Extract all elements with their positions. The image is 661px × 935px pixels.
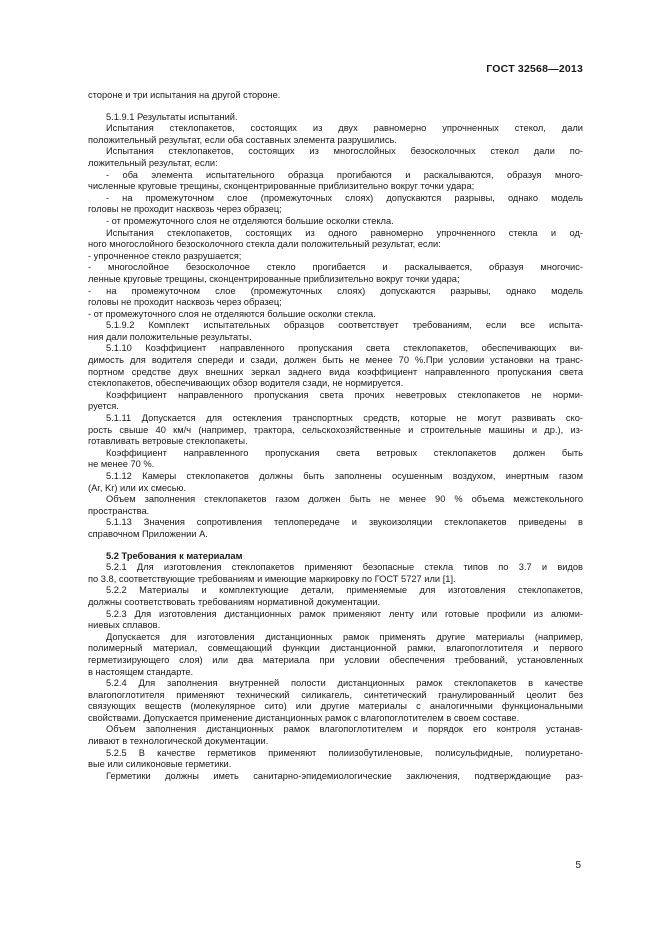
text-line: в настоящем стандарте. xyxy=(88,666,194,677)
paragraph-gap xyxy=(88,102,583,112)
text-line: ложительный результат, если: xyxy=(88,157,218,168)
text-line: 5.2.3 Для изготовления дистанционных рамок применяют ленту или готовые профили из алюми- xyxy=(106,608,583,619)
text-line: - от промежуточного слоя не отделяются большие осколки стекла. xyxy=(88,308,376,319)
text-line: Коэффициент направленного пропускания света прочих неветровых стеклопакетов не норми- xyxy=(106,389,583,400)
text-line: Испытания стеклопакетов, состоящих из многослойных безосколочных стекол дали по- xyxy=(106,146,583,157)
text-line: портном средстве двух внешних зеркал заднего вида коэффициент направленного пропускания света xyxy=(88,366,583,377)
text-line: 5.1.11 Допускается для остекления транспортных средств, которые не могут развивать ско- xyxy=(106,413,583,424)
text-line: стеклопакетов, обеспечивающих обзор водителя сзади, не нормируется. xyxy=(88,378,404,389)
text-line: должны соответствовать требованиям нормативной документации. xyxy=(88,596,381,607)
text-line: не менее 70 %. xyxy=(88,459,155,470)
text-line: ленные круговые трещины, сконцентрированные приблизительно вокруг точки удара; xyxy=(88,273,460,284)
text-line: головы не проходит насквозь через образец; xyxy=(88,297,282,308)
text-line: - упрочненное стекло разрушается; xyxy=(88,250,242,261)
text-line: справочном Приложении А. xyxy=(88,528,208,539)
text-line: по 3.8, соответствующие требованиям и имеющие маркировку по ГОСТ 5727 или [1]. xyxy=(88,573,456,584)
text-line: ния дали положительные результаты. xyxy=(88,331,252,342)
text-line: 5.1.12 Камеры стеклопакетов должны быть заполнены осушенным воздухом, инертным газом xyxy=(106,471,583,481)
text-line: Испытания стеклопакетов, состоящих из двух равномерно упрочненных стекол, дали xyxy=(106,123,583,134)
text-line: димость для водителя спереди и сзади, должен быть не менее 70 %.При условии установки на транс- xyxy=(88,355,583,366)
text-line: 5.2.2 Материалы и комплектующие детали, применяемые для изготовления стеклопакетов, xyxy=(106,585,583,596)
text-line: (Ar, Kr) или их смесью. xyxy=(88,482,187,493)
text-line: пространства. xyxy=(88,505,150,516)
text-line: руется. xyxy=(88,401,119,412)
text-line: - на промежуточном слое (промежуточных слоях) допускаются разрывы, однако модель xyxy=(106,192,583,203)
text-line: - на промежуточном слое (промежуточных слоях) допускаются разрывы, однако модель xyxy=(88,285,583,296)
text-line: вые или силиконовые герметики. xyxy=(88,759,232,770)
text-line: ливают в технологической документации. xyxy=(88,736,269,747)
text-line: полимерный материал, совмещающий функции дистанционной рамки, влагопоглотителя и первого xyxy=(88,643,583,654)
text-line: - оба элемента испытательного образца прогибаются и раскалываются, образуя много- xyxy=(106,169,583,180)
text-line: 5.2.4 Для заполнения внутренней полости дистанционных рамок стеклопакетов в качестве xyxy=(106,678,583,689)
document-body xyxy=(88,90,583,782)
text-line: 5.2.1 Для изготовления стеклопакетов применяют безопасные стекла типов по 3.7 и видов xyxy=(106,562,583,573)
text-line: Испытания стеклопакетов, состоящих из одного равномерно упрочненного стекла и од- xyxy=(106,227,583,238)
text-line: Объем заполнения дистанционных рамок влагопоглотителем и порядок его контроля устанав- xyxy=(106,724,583,735)
text-line: свойствами. Допускается применение дистанционных рамок с влагопоглотителем в своем составе. xyxy=(88,712,520,723)
text-line: 5.1.9.2 Комплект испытательных образцов соответствует требованиям, если все испыта- xyxy=(106,320,583,331)
standard-header: ГОСТ 32568—2013 xyxy=(486,63,583,75)
text-line: герметизирующего слоя) или два материала при условии обеспечения требований, установленных xyxy=(88,654,583,665)
text-line: связующих веществ (молекулярное сито) или другие материалы с аналогичными функциональными xyxy=(88,701,583,712)
text-line: головы не проходит насквозь через образец; xyxy=(88,204,282,215)
text-line: влагопоглотителя применяют технический силикагель, синтетический гранулированный цеолит без xyxy=(88,689,583,700)
text-line: 5.1.13 Значения сопротивления теплопередаче и звукоизоляции стеклопакетов приведены в xyxy=(106,517,583,528)
text-line: стороне и три испытания на другой стороне. xyxy=(88,90,281,100)
page-number: 5 xyxy=(575,860,581,871)
text-line: положительный результат, если оба составных элемента разрушились. xyxy=(88,134,397,145)
paragraph-gap xyxy=(88,541,583,551)
text-line: Объем заполнения стеклопакетов газом должен быть не менее 90 % объема межстекольного xyxy=(106,494,583,505)
text-line: готавливать ветровые стеклопакеты. xyxy=(88,436,248,447)
text-line: 5.1.10 Коэффициент направленного пропускания света стеклопакетов, обеспечивающих ви- xyxy=(106,343,583,354)
text-line: - многослойное безосколочное стекло прогибается и раскалывается, образуя многочис- xyxy=(88,262,583,273)
text-line: 5.1.9.1 Результаты испытаний. xyxy=(106,111,238,122)
text-line: 5.2.5 В качестве герметиков применяют полиизобутиленовые, полисульфидные, полиуретано- xyxy=(106,747,583,758)
text-line: Коэффициент направленного пропускания света ветровых стеклопакетов должен быть xyxy=(106,447,583,458)
text-line: Герметики должны иметь санитарно-эпидемиологические заключения, подтверждающие раз- xyxy=(106,770,583,781)
text-line: - от промежуточного слоя не отделяются большие осколки стекла. xyxy=(106,215,394,226)
text-line: ниевых сплавов. xyxy=(88,620,161,631)
section-heading: 5.2 Требования к материалам xyxy=(106,550,243,561)
text-line: рость свыше 40 км/ч (например, трактора, сельскохозяйственные и строительные машины и др.), из- xyxy=(88,424,583,435)
text-line: ного многослойного безосколочного стекла дали положительный результат, если: xyxy=(88,239,441,250)
text-line: Допускается для изготовления дистанционных рамок применять другие материалы (например, xyxy=(106,631,583,642)
text-line: численные круговые трещины, сконцентрированные приблизительно вокруг точки удара; xyxy=(88,181,475,192)
